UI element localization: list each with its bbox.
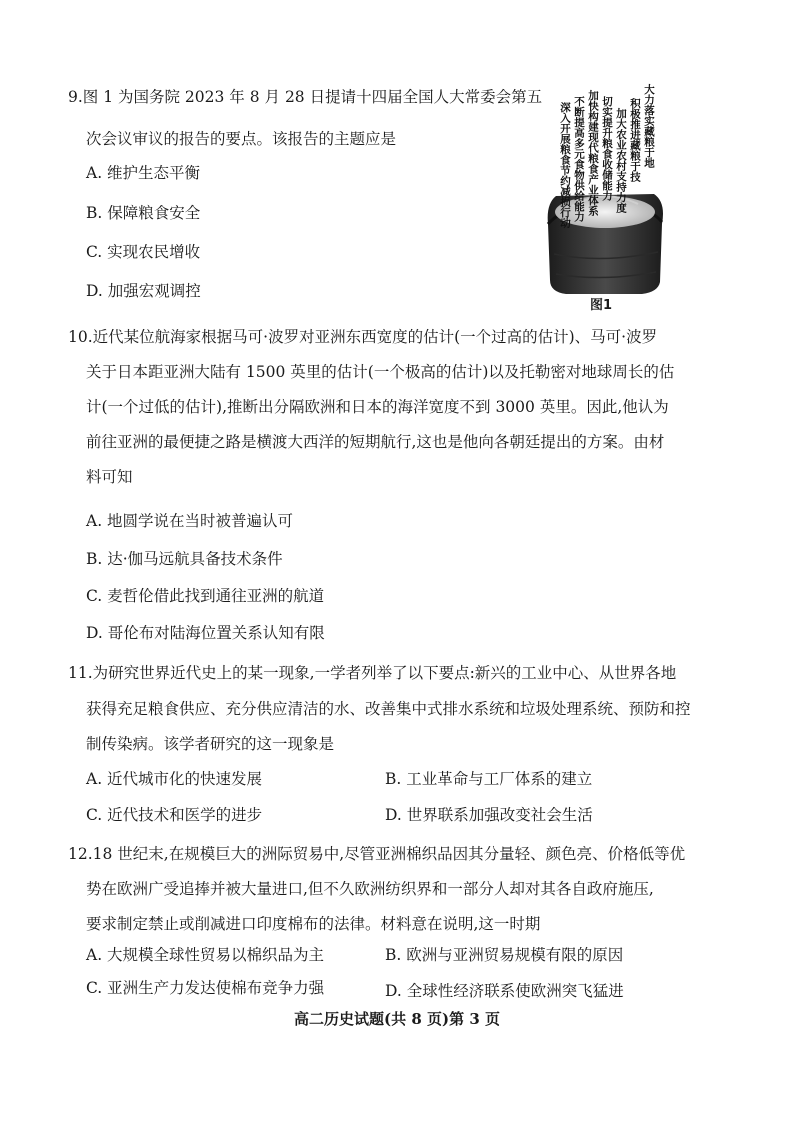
fig-text-col2: 积极推进藏粮于技 <box>629 98 641 182</box>
q12-option-c: C. 亚洲生产力发达使棉布竞争力强 <box>86 979 325 997</box>
q11-option-b: B. 工业革命与工厂体系的建立 <box>385 770 593 788</box>
fig-text-col7: 深入开展粮食节约减损行动 <box>559 102 571 228</box>
fig-text-col1: 大力落实藏粮于地 <box>643 84 655 168</box>
q9-stem-line2: 次会议审议的报告的要点。该报告的主题应是 <box>86 130 397 148</box>
q10-line5: 料可知 <box>86 468 133 486</box>
q12-line3: 要求制定禁止或削减进口印度棉布的法律。材料意在说明,这一时期 <box>86 915 541 933</box>
q10-option-d: D. 哥伦布对陆海位置关系认知有限 <box>86 624 325 642</box>
q10-option-a: A. 地圆学说在当时被普遍认可 <box>86 512 294 530</box>
fig-text-col5: 加快构建现代粮食产业体系 <box>587 90 599 216</box>
q11-line1: 11.为研究世界近代史上的某一现象,一学者列举了以下要点:新兴的工业中心、从世界各地 <box>68 664 677 682</box>
q10-option-c: C. 麦哲伦借此找到通往亚洲的航道 <box>86 587 325 605</box>
q10-option-b: B. 达·伽马远航具备技术条件 <box>86 550 283 568</box>
q9-option-b: B. 保障粮食安全 <box>86 204 201 222</box>
fig-text-col6: 不断提高多元食物供给能力 <box>573 96 585 222</box>
fig-text-col4: 切实提升粮食收储能力 <box>601 96 613 201</box>
q11-option-a: A. 近代城市化的快速发展 <box>86 770 263 788</box>
q10-line1: 10.近代某位航海家根据马可·波罗对亚洲东西宽度的估计(一个过高的估计)、马可·波罗 <box>68 328 658 346</box>
fig-text-col3: 加大农业农村支持力度 <box>615 108 627 213</box>
q12-line1: 12.18 世纪末,在规模巨大的洲际贸易中,尽管亚洲棉织品因其分量轻、颜色亮、价格低等优 <box>68 845 686 863</box>
q12-option-b: B. 欧洲与亚洲贸易规模有限的原因 <box>385 946 624 964</box>
q9-option-d: D. 加强宏观调控 <box>86 282 201 300</box>
figure-caption: 图1 <box>590 298 613 313</box>
q10-line3: 计(一个过低的估计),推断出分隔欧洲和日本的海洋宽度不到 3000 英里。因此,他认为 <box>86 398 669 416</box>
q11-option-c: C. 近代技术和医学的进步 <box>86 806 263 824</box>
q10-line4: 前往亚洲的最便捷之路是横渡大西洋的短期航行,这也是他向各朝廷提出的方案。由材 <box>86 433 665 451</box>
q11-line3: 制传染病。该学者研究的这一现象是 <box>86 735 335 753</box>
q12-option-a: A. 大规模全球性贸易以棉织品为主 <box>86 946 325 964</box>
q9-option-c: C. 实现农民增收 <box>86 243 201 261</box>
q12-option-d: D. 全球性经济联系使欧洲突飞猛进 <box>385 982 624 1000</box>
q9-option-a: A. 维护生态平衡 <box>86 164 201 182</box>
q12-line2: 势在欧洲广受追捧并被大量进口,但不久欧洲纺织界和一部分人却对其各自政府施压, <box>86 880 654 898</box>
figure-1 <box>542 84 668 316</box>
q10-line2: 关于日本距亚洲大陆有 1500 英里的估计(一个极高的估计)以及托勒密对地球周长的估 <box>86 363 675 381</box>
q11-line2: 获得充足粮食供应、充分供应清洁的水、改善集中式排水系统和垃圾处理系统、预防和控 <box>86 700 691 718</box>
q9-stem-line1: 9.图 1 为国务院 2023 年 8 月 28 日提请十四届全国人大常委会第五 <box>68 88 543 106</box>
q11-option-d: D. 世界联系加强改变社会生活 <box>385 806 593 824</box>
page-footer: 高二历史试题(共 8 页)第 3 页 <box>294 1010 500 1028</box>
